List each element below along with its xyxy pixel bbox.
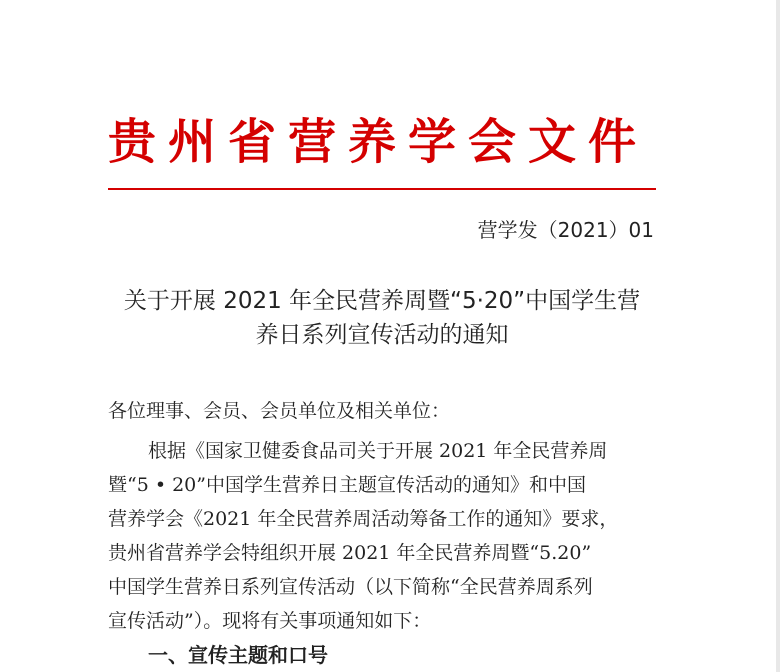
body-paragraph <box>108 434 656 638</box>
document-number: 营学发（2021）01 <box>477 218 654 242</box>
paragraph-line: 宣传活动”）。现将有关事项通知如下： <box>108 610 432 632</box>
paragraph-line: 贵州省营养学会特组织开展 2021 年全民营养周暨“5.20” <box>108 542 592 564</box>
header-red-divider <box>108 188 656 190</box>
notice-title-line: 养日系列宣传活动的通知 <box>255 322 509 348</box>
document-header-title: 贵州省营养学会文件 <box>108 114 649 170</box>
page-edge-divider <box>776 0 780 672</box>
paragraph-line: 暨“5 • 20”中国学生营养日主题宣传活动的通知》和中国 <box>108 474 586 496</box>
notice-title <box>108 284 656 352</box>
paragraph-line: 营养学会《2021 年全民营养周活动筹备工作的通知》要求， <box>108 508 619 530</box>
paragraph-line: 根据《国家卫健委食品司关于开展 2021 年全民营养周 <box>148 440 608 462</box>
notice-title-line: 关于开展 2021 年全民营养周暨“5·20”中国学生营 <box>123 288 641 314</box>
salutation: 各位理事、会员、会员单位及相关单位： <box>108 400 451 422</box>
paragraph-line: 中国学生营养日系列宣传活动（以下简称“全民营养周系列 <box>108 576 593 598</box>
section-heading: 一、宣传主题和口号 <box>148 643 328 667</box>
